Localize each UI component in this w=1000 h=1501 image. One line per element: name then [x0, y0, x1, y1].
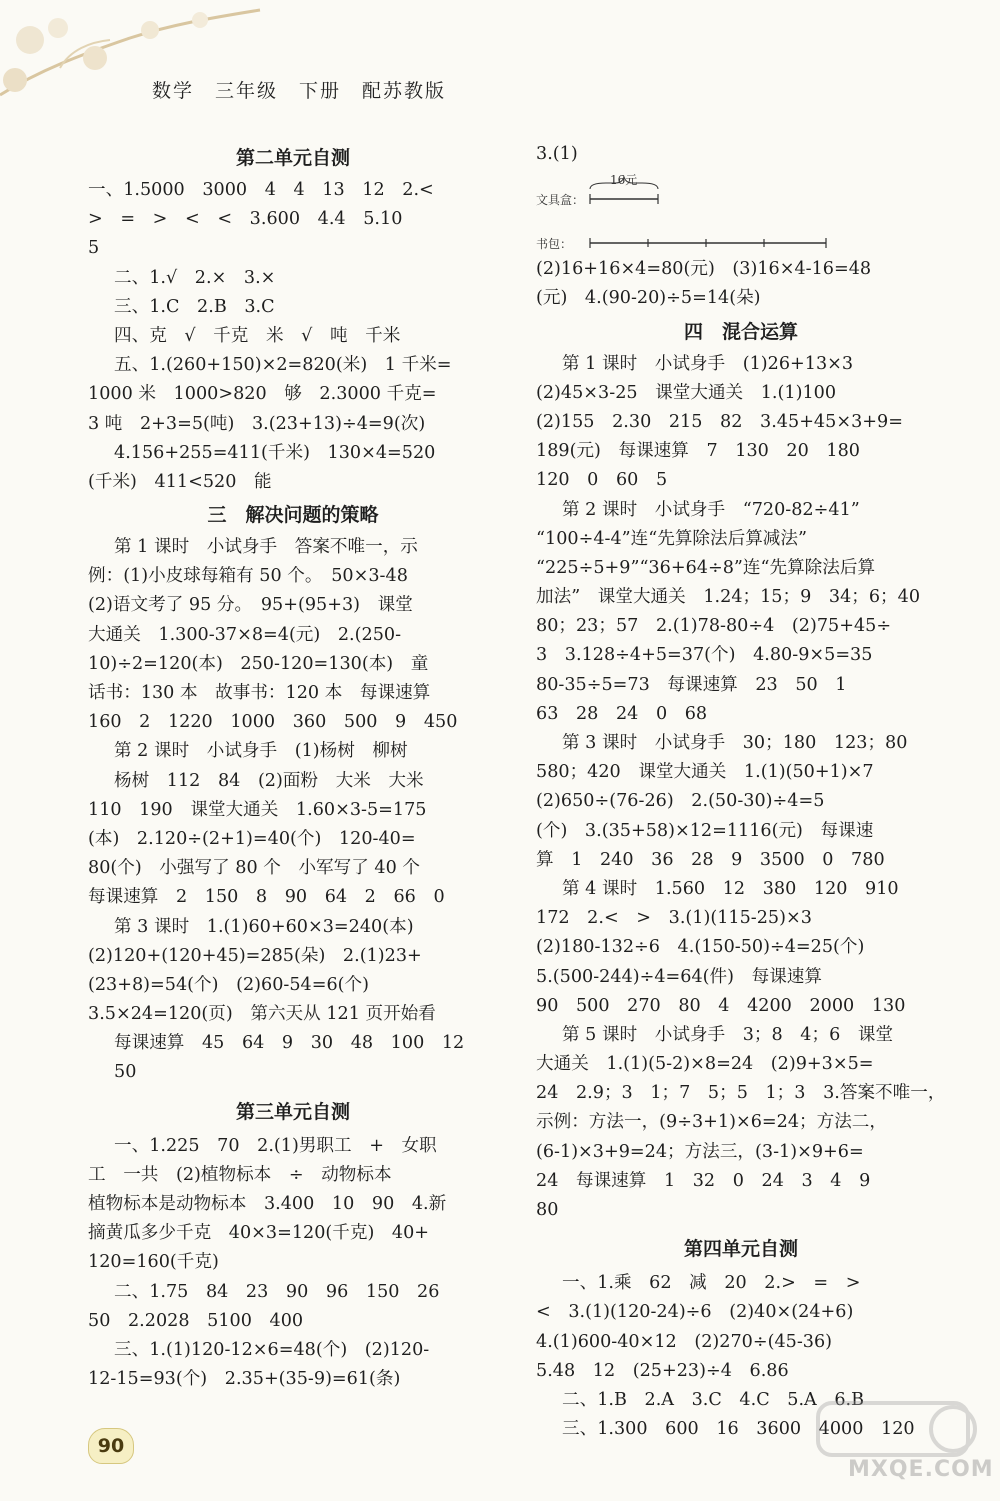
- answer-line: 第 3 课时 小试身手 30；180 123；80: [562, 733, 908, 753]
- answer-line: 二、1.B 2.A 3.C 4.C 5.A 6.B: [562, 1389, 865, 1410]
- left-column: [88, 140, 498, 1394]
- answer-line: 示例：方法一，(9÷3+1)×6=24；方法二，: [536, 1112, 887, 1133]
- answer-line: (2)45×3-25 课堂大通关 1.(1)100: [536, 382, 837, 403]
- answer-line: 3.(1): [536, 144, 578, 164]
- bag-label: 书包：: [536, 237, 573, 252]
- answer-line: 580；420 课堂大通关 1.(1)(50+1)×7: [536, 762, 874, 783]
- answer-line: 二、1.√ 2.× 3.×: [114, 267, 276, 288]
- answer-line: (本) 2.120÷(2+1)=40(个) 120-40=: [88, 828, 416, 849]
- answer-line: 80(个) 小强写了 80 个 小军写了 40 个: [88, 858, 420, 879]
- answer-line: > = > < < 3.600 4.4 5.10: [88, 209, 403, 230]
- line-segment-figure: [536, 169, 856, 255]
- answer-line: 5.48 12 (25+23)÷4 6.86: [536, 1360, 789, 1381]
- answer-line: 三、1.(1)120-12×6=48(个) (2)120-: [114, 1339, 430, 1360]
- answer-line: (23+8)=54(个) (2)60-54=6(个): [88, 974, 369, 995]
- answer-line: (6-1)×3+9=24；方法三，(3-1)×9+6=: [536, 1141, 864, 1162]
- watermark-text: MXQE.COM: [848, 1457, 994, 1482]
- answer-line: 50: [114, 1062, 137, 1083]
- section-heading: 第三单元自测: [235, 1100, 350, 1123]
- answer-line: 杨树 112 84 (2)面粉 大米 大米: [114, 770, 424, 791]
- answer-line: 5.(500-244)÷4=64(件) 每课速算: [536, 966, 822, 987]
- answer-line: 120 0 60 5: [536, 470, 668, 491]
- right-column: [536, 140, 946, 1444]
- answer-line: (元) 4.(90-20)÷5=14(朵): [536, 288, 761, 309]
- box-label: 文具盒：: [536, 193, 585, 208]
- answer-line: (2)155 2.30 215 82 3.45+45×3+9=: [536, 411, 903, 432]
- answer-line: 3 3.128÷4+5=37(个) 4.80-9×5=35: [536, 645, 873, 666]
- section-heading: 三 解决问题的策略: [207, 504, 379, 527]
- answer-line: 63 28 24 0 68: [536, 703, 708, 724]
- answer-line: 三、1.300 600 16 3600 4000 120: [562, 1419, 915, 1440]
- answer-line: 24 每课速算 1 32 0 24 3 4 9: [536, 1170, 871, 1191]
- answer-line: 160 2 1220 1000 360 500 9 450: [88, 712, 458, 733]
- answer-line: 植物标本是动物标本 3.400 10 90 4.新: [88, 1194, 447, 1214]
- answer-line: < 3.(1)(120-24)÷6 (2)40×(24+6): [536, 1302, 854, 1323]
- answer-line: 第 2 课时 小试身手 (1)杨树 柳树: [114, 741, 408, 762]
- answer-line: 12-15=93(个) 2.35+(35-9)=61(条): [88, 1369, 401, 1390]
- answer-line: 80-35÷5=73 每课速算 23 50 1: [536, 674, 847, 695]
- answer-line: 80；23；57 2.(1)78-80÷4 (2)75+45÷: [536, 616, 892, 637]
- page-header: 数学 三年级 下册 配苏教版: [152, 80, 447, 102]
- answer-line: (2)650÷(76-26) 2.(50-30)÷4=5: [536, 791, 825, 812]
- answer-line: 三、1.C 2.B 3.C: [114, 296, 275, 317]
- answer-line: 第 4 课时 1.560 12 380 120 910: [562, 878, 899, 899]
- answer-line: 110 190 课堂大通关 1.60×3-5=175: [88, 799, 427, 820]
- answer-line: 50 2.2028 5100 400: [88, 1310, 304, 1331]
- answer-line: 算 1 240 36 28 9 3500 0 780: [536, 849, 885, 870]
- answer-line: “100÷4-4”连“先算除法后算减法”: [536, 528, 807, 549]
- answer-line: 话书：130 本 故事书：120 本 每课速算: [88, 683, 431, 703]
- section-heading: 第四单元自测: [683, 1238, 798, 1261]
- section-heading: 第二单元自测: [235, 147, 350, 169]
- answer-line: 加法” 课堂大通关 1.24；15；9 34；6；40: [536, 587, 921, 608]
- answer-line: 第 5 课时 小试身手 3；8 4；6 课堂: [562, 1024, 894, 1045]
- answer-line: 1000 米 1000>820 够 2.3000 千克=: [88, 384, 437, 405]
- answer-line: 10)÷2=120(本) 250-120=130(本) 童: [88, 653, 429, 674]
- answer-line: 大通关 1.(1)(5-2)×8=24 (2)9+3×5=: [536, 1054, 874, 1075]
- answer-line: 一、1.乘 62 减 20 2.> = >: [562, 1273, 861, 1294]
- answer-line: 24 2.9；3 1；7 5；5 1；3 3.答案不唯一，: [536, 1083, 946, 1104]
- answer-line: 120=160(千克): [88, 1252, 219, 1273]
- answer-line: 大通关 1.300-37×8=4(元) 2.(250-: [88, 624, 402, 645]
- answer-line: 四、克 √ 千克 米 √ 吨 千米: [114, 325, 401, 346]
- answer-line: 第 1 课时 小试身手 (1)26+13×3: [562, 353, 854, 374]
- answer-line: 第 2 课时 小试身手 “720-82÷41”: [562, 499, 860, 520]
- answer-line: 189(元) 每课速算 7 130 20 180: [536, 441, 860, 462]
- answer-line: (千米) 411<520 能: [88, 471, 272, 492]
- answer-line: (2)语文考了 95 分。 95+(95+3) 课堂: [88, 595, 413, 616]
- answer-line: 90 500 270 80 4 4200 2000 130: [536, 995, 906, 1016]
- answer-line: 3.5×24=120(页) 第六天从 121 页开始看: [88, 1004, 436, 1025]
- watermark-logo: [808, 1395, 994, 1495]
- answer-line: 3 吨 2+3=5(吨) 3.(23+13)÷4=9(次): [88, 413, 426, 434]
- answer-line: (2)16+16×4=80(元) (3)16×4-16=48: [536, 259, 872, 280]
- answer-line: (2)180-132÷6 4.(150-50)÷4=25(个): [536, 937, 865, 958]
- answer-line: 4.(1)600-40×12 (2)270÷(45-36): [536, 1331, 833, 1352]
- answer-line: 每课速算 45 64 9 30 48 100 12: [114, 1033, 465, 1054]
- segment-diagram: [536, 169, 856, 255]
- answer-line: 一、1.225 70 2.(1)男职工 + 女职: [114, 1135, 437, 1156]
- answer-line: 二、1.75 84 23 90 96 150 26: [114, 1281, 440, 1302]
- answer-line: 五、1.(260+150)×2=820(米) 1 千米=: [114, 355, 452, 376]
- section-heading: 四 混合运算: [683, 320, 798, 343]
- price-label: 16元: [610, 173, 638, 188]
- answer-line: 每课速算 2 150 8 90 64 2 66 0: [88, 887, 445, 908]
- answer-line: 例：(1)小皮球每箱有 50 个。 50×3-48: [88, 566, 408, 587]
- answer-line: 一、1.5000 3000 4 4 13 12 2.<: [88, 180, 434, 200]
- answer-line: 摘黄瓜多少千克 40×3=120(千克) 40+: [88, 1223, 430, 1244]
- answer-line: “225÷5+9”“36+64÷8”连“先算除法后算: [536, 557, 876, 578]
- answer-line: 工 一共 (2)植物标本 ÷ 动物标本: [88, 1164, 392, 1185]
- page-number: 90: [88, 1428, 134, 1464]
- answer-line: 第 3 课时 1.(1)60+60×3=240(本): [114, 916, 414, 937]
- answer-line: (个) 3.(35+58)×12=1116(元) 每课速: [536, 820, 874, 841]
- answer-line: 5: [88, 238, 100, 259]
- answer-line: 第 1 课时 小试身手 答案不唯一，示: [114, 537, 418, 558]
- answer-line: 4.156+255=411(千米) 130×4=520: [114, 442, 436, 463]
- answer-line: (2)120+(120+45)=285(朵) 2.(1)23+: [88, 945, 422, 966]
- answer-line: 172 2.< > 3.(1)(115-25)×3: [536, 908, 812, 929]
- answer-line: 80: [536, 1200, 559, 1220]
